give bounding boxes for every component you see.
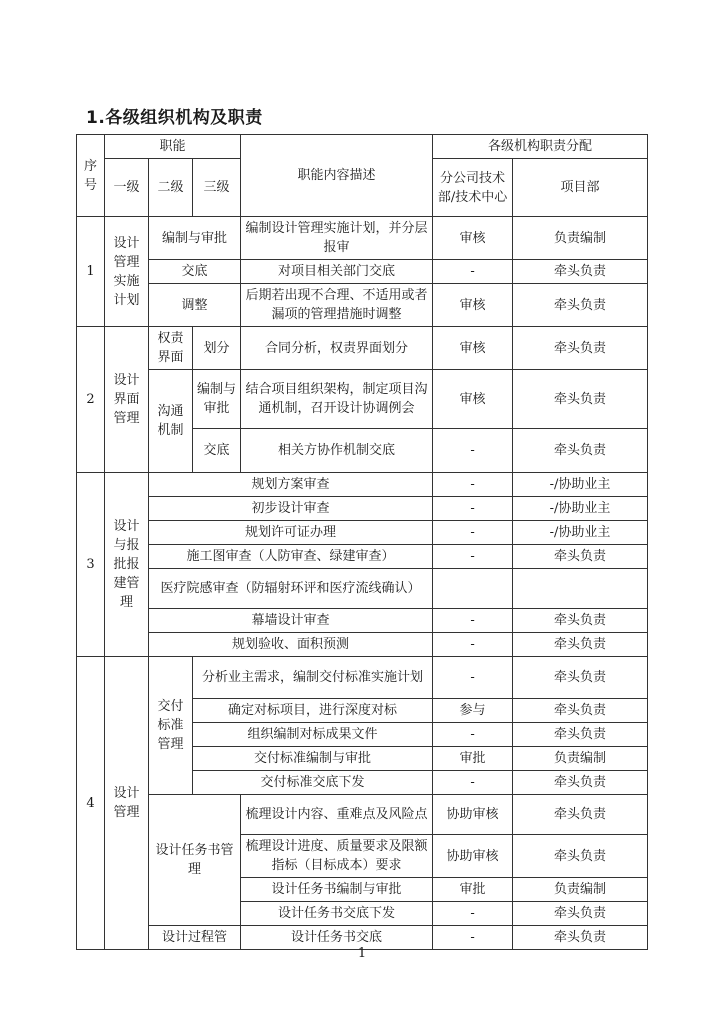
project-cell: 负责编制 — [513, 878, 648, 902]
description-cell: 施工图审查（人防审查、绿建审查） — [149, 545, 433, 569]
group-seq: 2 — [77, 327, 105, 473]
table-row — [77, 609, 648, 633]
description-cell: 分析业主需求，编制交付标准实施计划 — [193, 657, 433, 699]
description-cell: 初步设计审查 — [149, 497, 433, 521]
branch-cell: 参与 — [433, 699, 513, 723]
table-row — [77, 795, 648, 835]
description-cell: 编制设计管理实施计划，并分层报审 — [241, 217, 433, 260]
description-cell: 合同分析，权责界面划分 — [241, 327, 433, 370]
group-level1: 设计管理 — [105, 657, 149, 950]
branch-cell: 审核 — [433, 327, 513, 370]
description-cell: 设计任务书交底 — [241, 926, 433, 950]
branch-cell: - — [433, 497, 513, 521]
project-cell: 牵头负责 — [513, 926, 648, 950]
table-row — [77, 370, 648, 429]
branch-cell: - — [433, 723, 513, 747]
level2-cell: 交付标准管理 — [149, 657, 193, 795]
project-cell: 牵头负责 — [513, 771, 648, 795]
description-cell: 组织编制对标成果文件 — [193, 723, 433, 747]
project-cell: 牵头负责 — [513, 327, 648, 370]
project-cell: 牵头负责 — [513, 545, 648, 569]
branch-cell: - — [433, 521, 513, 545]
table-row — [77, 473, 648, 497]
table-row — [77, 217, 648, 260]
description-cell: 设计任务书编制与审批 — [241, 878, 433, 902]
level2-cell: 权责界面 — [149, 327, 193, 370]
header-description: 职能内容描述 — [241, 135, 433, 217]
description-cell: 交付标准编制与审批 — [193, 747, 433, 771]
project-cell: 牵头负责 — [513, 633, 648, 657]
level3-cell: 交底 — [193, 429, 241, 473]
branch-cell: 协助审核 — [433, 795, 513, 835]
branch-cell: - — [433, 926, 513, 950]
header-allocation: 各级机构职责分配 — [433, 135, 648, 159]
branch-cell: - — [433, 902, 513, 926]
description-cell: 相关方协作机制交底 — [241, 429, 433, 473]
table-row — [77, 633, 648, 657]
level2-cell: 编制与审批 — [149, 217, 241, 260]
project-cell: -/协助业主 — [513, 521, 648, 545]
group-seq: 3 — [77, 473, 105, 657]
header-project: 项目部 — [513, 159, 648, 217]
project-cell: 牵头负责 — [513, 795, 648, 835]
branch-cell: - — [433, 260, 513, 284]
project-cell: 牵头负责 — [513, 902, 648, 926]
group-level1: 设计界面管理 — [105, 327, 149, 473]
level3-cell: 编制与审批 — [193, 370, 241, 429]
description-cell: 后期若出现不合理、不适用或者漏项的管理措施时调整 — [241, 284, 433, 327]
project-cell: 牵头负责 — [513, 657, 648, 699]
responsibility-table — [76, 134, 648, 950]
page-number: 1 — [357, 946, 367, 961]
level2-cell: 沟通机制 — [149, 370, 193, 473]
header-branch: 分公司技术部/技术中心 — [433, 159, 513, 217]
description-cell: 规划方案审查 — [149, 473, 433, 497]
project-cell: -/协助业主 — [513, 497, 648, 521]
description-cell: 确定对标项目，进行深度对标 — [193, 699, 433, 723]
table-row — [77, 260, 648, 284]
level2-cell: 交底 — [149, 260, 241, 284]
level2-cell: 设计任务书管理 — [149, 795, 241, 926]
branch-cell: 审核 — [433, 284, 513, 327]
branch-cell: - — [433, 771, 513, 795]
description-cell: 医疗院感审查（防辐射环评和医疗流线确认） — [149, 569, 433, 609]
description-cell: 规划验收、面积预测 — [149, 633, 433, 657]
project-cell: 负责编制 — [513, 217, 648, 260]
project-cell: 牵头负责 — [513, 835, 648, 878]
description-cell: 幕墙设计审查 — [149, 609, 433, 633]
level2-cell: 设计过程管 — [149, 926, 241, 950]
header-functions: 职能 — [105, 135, 241, 159]
branch-cell: - — [433, 657, 513, 699]
project-cell: 牵头负责 — [513, 609, 648, 633]
header-seq: 序号 — [77, 135, 105, 217]
description-cell: 规划许可证办理 — [149, 521, 433, 545]
table-row — [77, 545, 648, 569]
group-level1: 设计管理实施计划 — [105, 217, 149, 327]
description-cell: 交付标准交底下发 — [193, 771, 433, 795]
branch-cell: 审核 — [433, 217, 513, 260]
table-row — [77, 327, 648, 370]
branch-cell: - — [433, 609, 513, 633]
table-row — [77, 569, 648, 609]
table-row — [77, 657, 648, 699]
group-level1: 设计与报批报建管理 — [105, 473, 149, 657]
project-cell: 牵头负责 — [513, 370, 648, 429]
branch-cell: - — [433, 429, 513, 473]
branch-cell: - — [433, 633, 513, 657]
project-cell: 牵头负责 — [513, 260, 648, 284]
project-cell: 负责编制 — [513, 747, 648, 771]
project-cell: 牵头负责 — [513, 699, 648, 723]
project-cell: 牵头负责 — [513, 723, 648, 747]
branch-cell: 审批 — [433, 747, 513, 771]
header-level3: 三级 — [193, 159, 241, 217]
header-level1: 一级 — [105, 159, 149, 217]
project-cell: 牵头负责 — [513, 429, 648, 473]
level2-cell: 调整 — [149, 284, 241, 327]
branch-cell: 审批 — [433, 878, 513, 902]
description-cell: 对项目相关部门交底 — [241, 260, 433, 284]
table-header-row — [77, 135, 648, 159]
table-row — [77, 497, 648, 521]
table-row — [77, 521, 648, 545]
section-title: 1.各级组织机构及职责 — [86, 108, 263, 128]
group-seq: 4 — [77, 657, 105, 950]
branch-cell: 审核 — [433, 370, 513, 429]
description-cell: 设计任务书交底下发 — [241, 902, 433, 926]
project-cell: -/协助业主 — [513, 473, 648, 497]
level3-cell: 划分 — [193, 327, 241, 370]
branch-cell: - — [433, 473, 513, 497]
table-row — [77, 284, 648, 327]
group-seq: 1 — [77, 217, 105, 327]
project-cell: 牵头负责 — [513, 284, 648, 327]
branch-cell — [433, 569, 513, 609]
description-cell: 结合项目组织架构，制定项目沟通机制，召开设计协调例会 — [241, 370, 433, 429]
description-cell: 梳理设计进度、质量要求及限额指标（目标成本）要求 — [241, 835, 433, 878]
header-level2: 二级 — [149, 159, 193, 217]
description-cell: 梳理设计内容、重难点及风险点 — [241, 795, 433, 835]
branch-cell: - — [433, 545, 513, 569]
project-cell — [513, 569, 648, 609]
branch-cell: 协助审核 — [433, 835, 513, 878]
